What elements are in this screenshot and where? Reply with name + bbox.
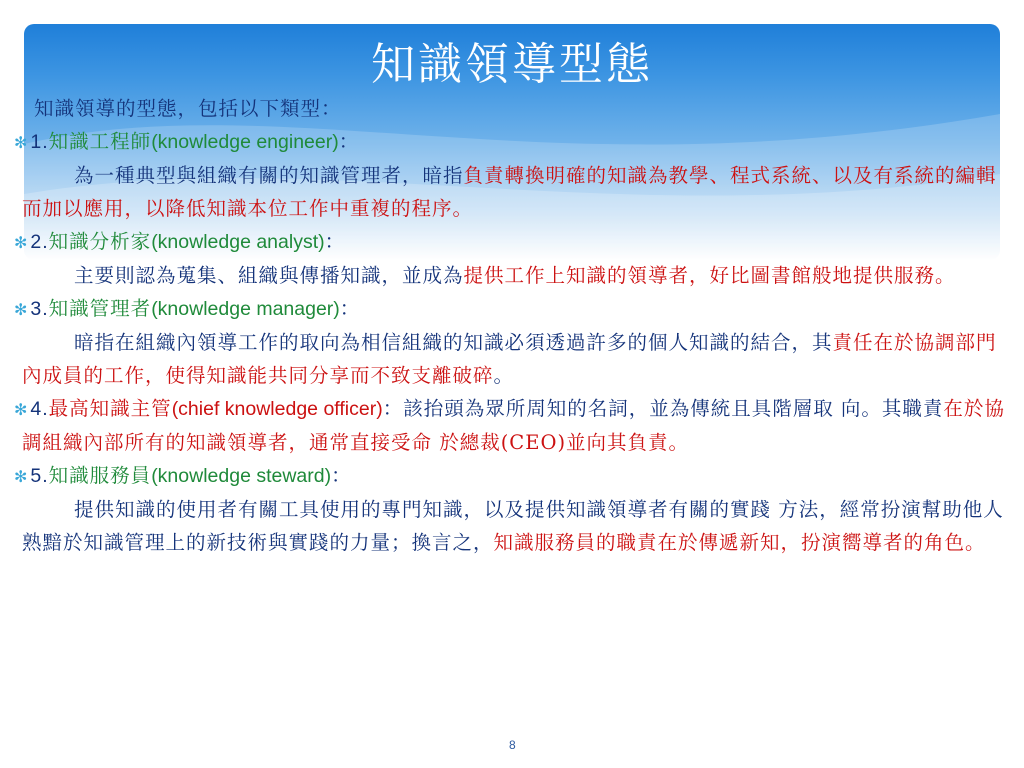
intro-text: 知識領導的型態，包括以下類型： <box>34 97 342 120</box>
item-inline-highlight: 在於協調組織內部所有的知識領導者，通常直接受命 於總裁(CEO)並向其負責。 <box>22 397 1005 454</box>
item-description <box>22 159 1007 225</box>
item-name-zh: 知識管理者 <box>48 297 152 320</box>
description-highlight: 責任在於協調部門內成員的工作，使得知識能共同分享而不致支離破碎 <box>22 331 997 387</box>
description-text: 為一種典型與組織有關的知識管理者，暗指 <box>74 164 464 187</box>
asterisk-bullet-icon: ✻ <box>14 233 29 252</box>
description-tail: 。 <box>493 364 515 387</box>
list-item <box>14 225 1007 259</box>
description-highlight: 知識服務員的職責在於傳遞新知，扮演嚮導者的角色。 <box>493 531 986 554</box>
list-item <box>14 292 1007 326</box>
item-number: 2. <box>30 231 49 253</box>
item-number: 1. <box>30 131 49 153</box>
item-description <box>22 326 1007 392</box>
item-name-en: (chief knowledge officer) <box>171 398 383 420</box>
item-name-en: (knowledge engineer) <box>151 131 339 153</box>
item-colon: ： <box>324 230 346 253</box>
description-text: 提供知識的使用者有關工具使用的專門知識，以及提供知識領導者有關的實踐 方法，經常扮演幫助他人熟黯於知識管理上的新技術與實踐的力量；換言之， <box>22 498 1004 554</box>
item-description <box>22 259 1007 292</box>
item-name-zh: 知識服務員 <box>48 464 152 487</box>
asterisk-bullet-icon: ✻ <box>14 300 29 319</box>
item-description <box>22 493 1007 559</box>
asterisk-bullet-icon: ✻ <box>14 467 29 486</box>
slide-content <box>14 92 1007 559</box>
item-number: 3. <box>30 298 49 320</box>
list-item <box>14 459 1007 493</box>
item-inline-text: ：該抬頭為眾所周知的名詞，並為傳統且具階層取 向。其職責 <box>382 397 944 420</box>
slide-title: 知識領導型態 <box>371 39 653 90</box>
description-text: 暗指在組織內領導工作的取向為相信組織的知識必須透過許多的個人知識的結合，其 <box>74 331 833 354</box>
description-highlight: 負責轉換明確的知識為教學、程式系統、以及有系統的編輯而加以應用，以降低知識本位工作中重複的程序。 <box>22 164 997 220</box>
item-name-zh: 知識分析家 <box>48 230 152 253</box>
item-number: 5. <box>30 465 49 487</box>
list-item <box>14 125 1007 159</box>
item-name-en: (knowledge steward) <box>151 465 332 487</box>
item-name-zh: 知識工程師 <box>48 130 152 153</box>
list-item <box>14 392 1007 459</box>
page-number: 8 <box>509 738 516 752</box>
asterisk-bullet-icon: ✻ <box>14 133 29 152</box>
asterisk-bullet-icon: ✻ <box>14 400 29 419</box>
description-highlight: 提供工作上知識的領導者，好比圖書館般地提供服務。 <box>463 264 956 287</box>
item-name-zh: 最高知識主管 <box>48 397 172 420</box>
item-colon: ： <box>339 297 361 320</box>
item-colon: ： <box>331 464 352 487</box>
item-name-en: (knowledge manager) <box>151 298 340 320</box>
description-text: 主要則認為蒐集、組織與傳播知識，並成為 <box>74 264 464 287</box>
item-colon: ： <box>338 130 360 153</box>
item-number: 4. <box>30 398 49 420</box>
item-name-en: (knowledge analyst) <box>151 231 325 253</box>
